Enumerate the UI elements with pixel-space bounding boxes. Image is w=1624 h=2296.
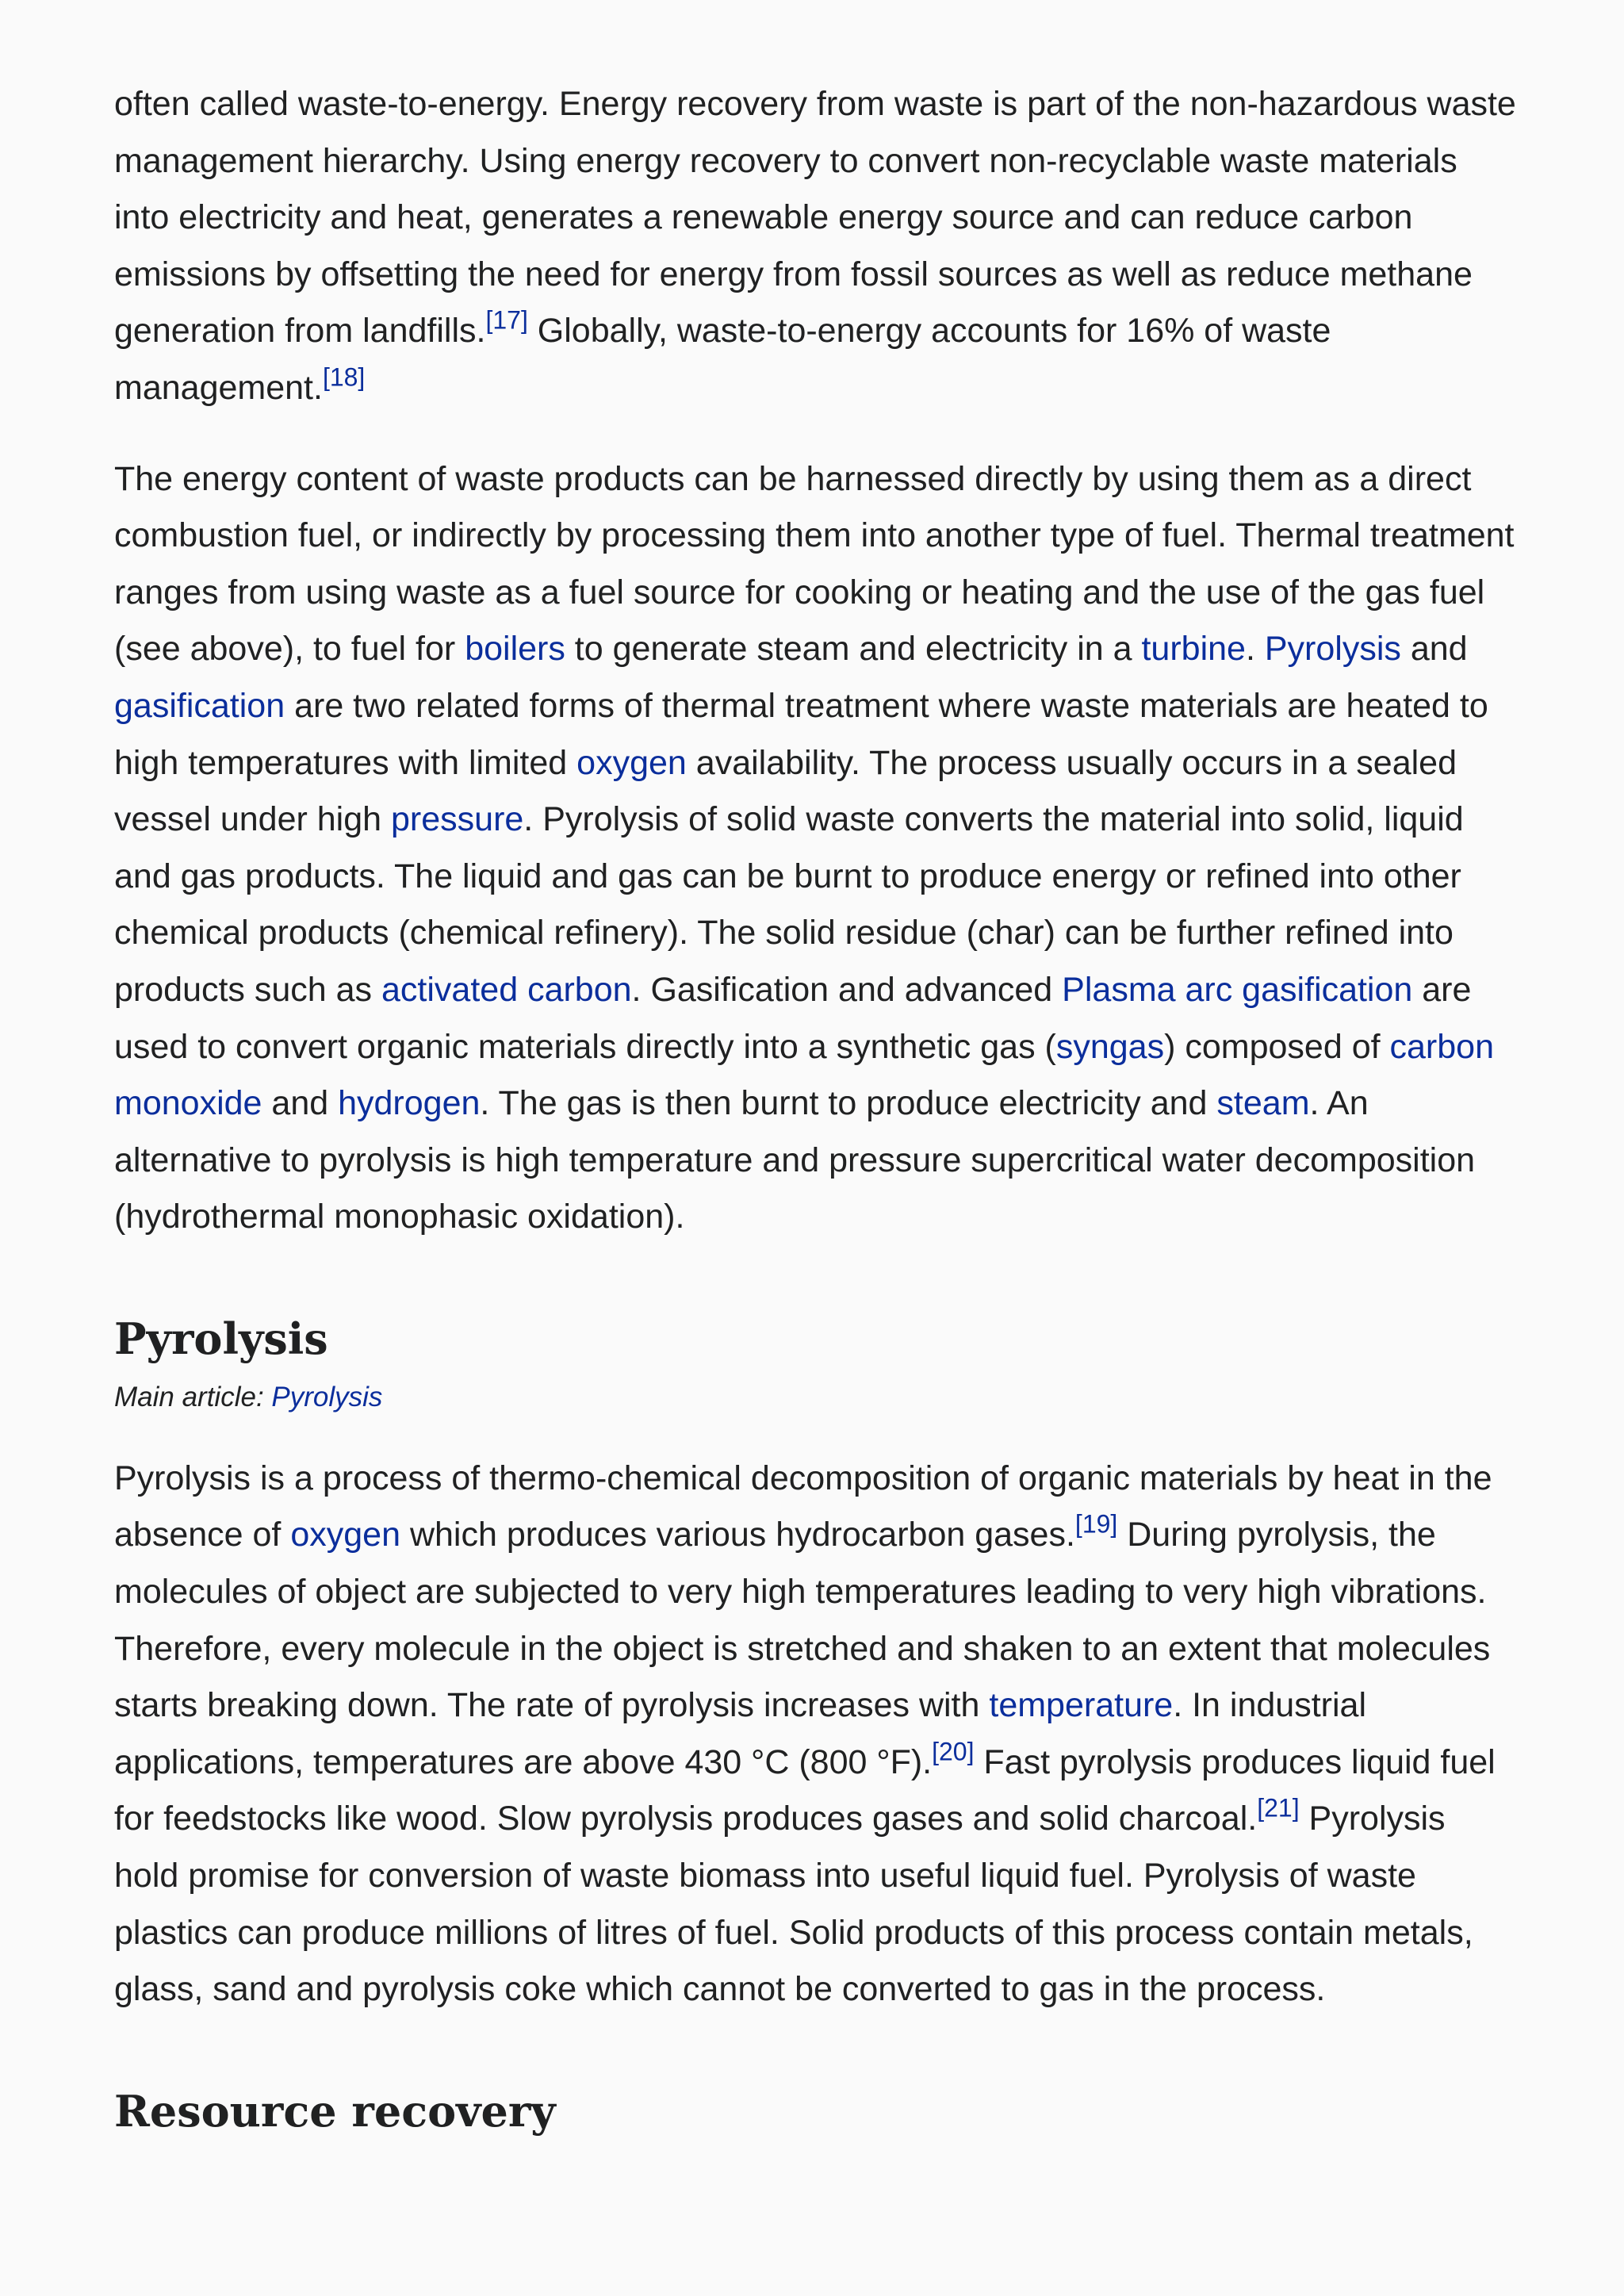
section-heading-pyrolysis: Pyrolysis — [114, 1313, 328, 1364]
paragraph-thermal-treatment — [114, 451, 1518, 1246]
text: to generate steam and electricity in a — [565, 630, 1142, 669]
text: are two related forms of thermal treatment where waste materials are heated to high temperatures with limited — [114, 686, 1488, 782]
link-carbon-monoxide[interactable]: carbon monoxide — [114, 1027, 1494, 1123]
text: . Gasification and advanced — [631, 970, 1063, 1009]
paragraph-waste-to-energy — [114, 76, 1518, 417]
link-pyrolysis[interactable]: Pyrolysis — [1264, 630, 1401, 669]
link-temperature[interactable]: temperature — [989, 1686, 1174, 1725]
section-heading-resource-recovery: Resource recovery — [114, 2085, 556, 2137]
text: ) composed of — [1164, 1027, 1390, 1066]
link-boilers[interactable]: boilers — [465, 630, 565, 669]
citation-ref-19[interactable]: [19] — [1074, 1509, 1118, 1539]
link-steam[interactable]: steam — [1216, 1084, 1310, 1123]
citation-ref-17[interactable]: [17] — [485, 305, 528, 335]
link-oxygen[interactable]: oxygen — [290, 1516, 400, 1554]
link-oxygen[interactable]: oxygen — [576, 743, 687, 782]
text: . In industrial applications, temperatures are above 430 °C (800 °F). — [114, 1686, 1367, 1781]
link-plasma-arc-gasification[interactable]: Plasma arc gasification — [1062, 970, 1413, 1009]
text: Pyrolysis is a process of thermo-chemical decomposition of organic materials by heat in the absence of — [114, 1458, 1492, 1554]
citation-ref-20[interactable]: [20] — [932, 1737, 975, 1766]
text: Globally, waste-to-energy accounts for 16% of waste management. — [114, 312, 1331, 407]
link-hydrogen[interactable]: hydrogen — [338, 1084, 481, 1123]
text: which produces various hydrocarbon gases. — [400, 1516, 1075, 1554]
text: . — [1245, 630, 1265, 669]
text: The energy content of waste products can be harnessed directly by using them as a direct combustion fuel, or indirectly by processing them into another type of fuel. Thermal treatment ranges from using waste as a fuel source for cooking or heating and the use of the gas fuel (see above), to fuel for — [114, 459, 1515, 669]
text: and — [1400, 630, 1468, 669]
link-gasification[interactable]: gasification — [114, 686, 285, 725]
link-turbine[interactable]: turbine — [1141, 630, 1246, 669]
link-main-article-pyrolysis[interactable]: Pyrolysis — [271, 1381, 383, 1412]
text: often called waste-to-energy. Energy recovery from waste is part of the non-hazardous waste management hierarchy. Using energy recovery to convert non-recyclable waste materials into electricity and heat, generates a renewable energy source and can reduce carbon emissions by offsetting the need for energy from fossil sources as well as reduce methane generation from landfills. — [114, 85, 1516, 351]
citation-ref-18[interactable]: [18] — [322, 362, 366, 392]
text: . An alternative to pyrolysis is high temperature and pressure supercritical water decomposition (hydrothermal monophasic oxidation). — [114, 1084, 1476, 1236]
text: . Pyrolysis of solid waste converts the material into solid, liquid and gas products. The liquid and gas can be burnt to produce energy or refined into other chemical products (chemical refinery). The solid residue (char) can be further refined into products such as — [114, 800, 1464, 1009]
text: Fast pyrolysis produces liquid fuel for feedstocks like wood. Slow pyrolysis produces gases and solid charcoal. — [114, 1742, 1496, 1838]
text: are used to convert organic materials directly into a synthetic gas ( — [114, 970, 1472, 1066]
link-syngas[interactable]: syngas — [1055, 1027, 1165, 1066]
text: During pyrolysis, the molecules of object are subjected to very high temperatures leading to very high vibrations. Therefore, every molecule in the object is stretched and shaken to an extent that molecules starts breaking down. The rate of pyrolysis increases with — [114, 1516, 1491, 1725]
citation-ref-21[interactable]: [21] — [1257, 1793, 1300, 1823]
text: availability. The process usually occurs in a sealed vessel under high — [114, 743, 1457, 839]
hatnote-prefix: Main article: — [114, 1381, 272, 1412]
text: Pyrolysis hold promise for conversion of waste biomass into useful liquid fuel. Pyrolysis of waste plastics can produce millions of litres of fuel. Solid products of this process contain metals, glass, sand and pyrolysis coke which cannot be converted to gas in the process. — [114, 1800, 1473, 2009]
link-pressure[interactable]: pressure — [391, 800, 524, 839]
text: and — [262, 1084, 339, 1123]
hatnote-main-article — [114, 1378, 1584, 1417]
paragraph-pyrolysis — [114, 1451, 1518, 2018]
link-activated-carbon[interactable]: activated carbon — [381, 970, 632, 1009]
text: . The gas is then burnt to produce electricity and — [480, 1084, 1217, 1123]
